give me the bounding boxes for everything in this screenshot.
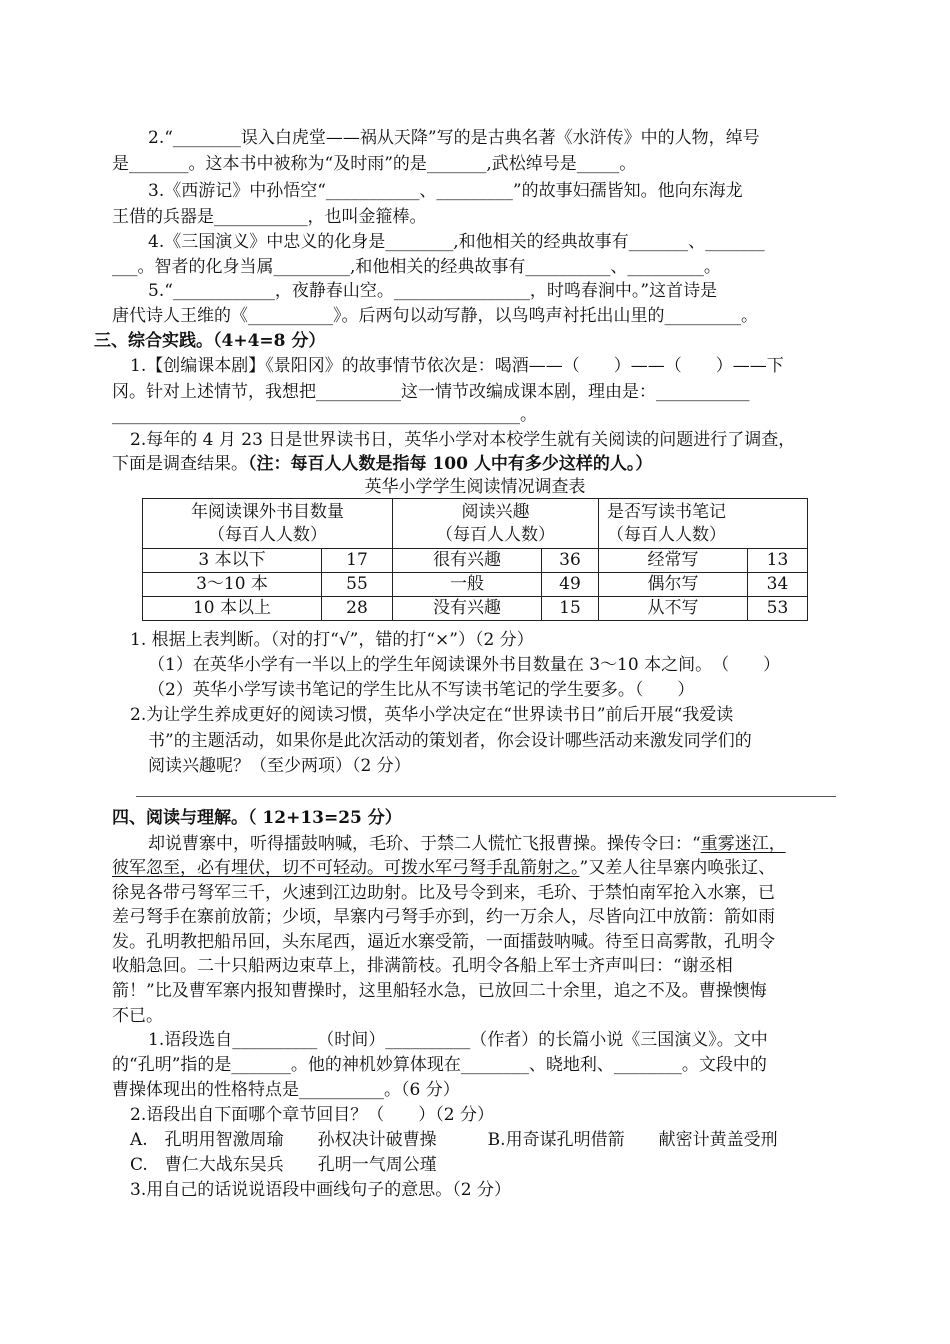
- passage-line: 徐晃各带弓弩军三千，火速到江边助射。比及号令到来，毛玠、于禁怕南军抢入水寨，已: [112, 883, 775, 903]
- table-header-row: [143, 499, 808, 549]
- header-book-count: 年阅读课外书目数量 （每百人人数）: [143, 499, 393, 549]
- table-row: 10 本以上 28 没有兴趣 15 从不写 53: [143, 597, 808, 621]
- header-interest: 阅读兴趣 （每百人人数）: [393, 499, 599, 549]
- fill-line-2: 是_______。这本书中被称为“及时雨”的是_______,武松绰号是_____。: [112, 154, 637, 174]
- passage-line: 发。孔明教把船吊回，头东尾西，逼近水寨受箭，一面擂鼓呐喊。待至日高雾散，孔明令: [112, 932, 775, 952]
- s4-q1-3: 曹操体现出的性格特点是__________。（6 分）: [112, 1080, 460, 1100]
- judge-title: 1. 根据上表判断。（对的打“√”，错的打“×”）（2 分）: [130, 630, 534, 650]
- fill-line-8: 唐代诗人王维的《__________》。后两句以动写静，以鸟鸣声衬托出山里的_________。: [112, 306, 758, 326]
- passage-line: 却说曹寨中，听得擂鼓呐喊，毛玠、于禁二人慌忙飞报曹操。操传令曰：“重雾迷江，: [148, 834, 786, 854]
- table-row: 3 本以下 17 很有兴趣 36 经常写 13: [143, 549, 808, 573]
- passage-line: 箭！”比及曹军寨内报知曹操时，这里船轻水急，已放回二十余里，追之不及。曹操懊悔: [112, 981, 767, 1001]
- judge-2: （2）英华小学写读书笔记的学生比从不写读书笔记的学生要多。（ ）: [148, 680, 695, 700]
- s3-note: （注：每百人人数是指每 100 人中有多少这样的人。）: [248, 454, 653, 474]
- s4-q1-1: 1.语段选自__________（时间）__________（作者）的长篇小说《三国演义》。文中: [148, 1030, 768, 1050]
- s3-q1-line1: 1.【创编课本剧】《景阳冈》的故事情节依次是：喝酒——（ ）——（ ）——下: [130, 356, 784, 376]
- plan-2: 书”的主题活动，如果你是此次活动的策划者，你会设计哪些活动来激发同学们的: [148, 731, 752, 751]
- s3-q2-line1: 2.每年的 4 月 23 日是世界读书日，英华小学对本校学生就有关阅读的问题进行了调查，: [130, 430, 796, 450]
- header-notes: 是否写读书笔记 （每百人人数）: [599, 499, 808, 549]
- section3-heading: 三、综合实践。（4+4=8 分）: [94, 331, 326, 351]
- s3-q1-line2: 冈。针对上述情节，我想把__________这一情节改编成课本剧，理由是：___________: [112, 382, 750, 402]
- answer-line: [136, 796, 836, 797]
- s4-q3: 3.用自己的话说说语段中画线句子的意思。（2 分）: [130, 1180, 511, 1200]
- passage-line: 差弓弩手在寨前放箭；少顷，旱寨内弓弩手亦到，约一万余人，尽皆向江中放箭：箭如雨: [112, 907, 775, 927]
- plan-1: 2.为让学生养成更好的阅读习惯，英华小学决定在“世界读书日”前后开展“我爱读: [130, 705, 734, 725]
- s4-q1-2: 的“孔明”指的是_______。他的神机妙算体现在________、晓地利、________。文段中的: [112, 1055, 767, 1075]
- passage-line: 彼军忽至，必有埋伏，切不可轻动。可拨水军弓弩手乱箭射之。”又差人往旱寨内唤张辽、: [112, 858, 776, 878]
- survey-table: [142, 498, 808, 621]
- fill-line-5: 4.《三国演义》中忠义的化身是________,和他相关的经典故事有_______、_______: [148, 232, 765, 252]
- fill-line-1: 2.“________误入白虎堂——祸从天降”写的是古典名著《水浒传》中的人物，绰号: [148, 128, 760, 148]
- s3-q1-line3: ________________________________________________。: [112, 405, 537, 425]
- option-a-b: A. 孔明用智激周瑜 孙权决计破曹操 B.用奇谋孔明借箭 献密计黄盖受刑: [130, 1130, 778, 1150]
- fill-line-7: 5.“____________，夜静春山空。________________，时鸣春涧中。”这首诗是: [148, 281, 718, 301]
- judge-1: （1）在英华小学有一半以上的学生年阅读课外书目数量在 3～10 本之间。 （ ）: [148, 655, 781, 675]
- fill-line-4: 王借的兵器是___________，也叫金箍棒。: [112, 207, 427, 227]
- passage-line: 不已。: [112, 1006, 163, 1026]
- s3-q2-line2: [112, 452, 652, 476]
- s3-q2-line2-text: 下面是调查结果。: [112, 454, 248, 474]
- table-title: 英华小学学生阅读情况调查表: [364, 477, 586, 497]
- table-row: 3～10 本 55 一般 49 偶尔写 34: [143, 573, 808, 597]
- option-c-d: C. 曹仁大战东吴兵 孔明一气周公瑾: [130, 1155, 437, 1175]
- fill-line-6: ___。智者的化身当属_________,和他相关的经典故事有__________、_________。: [112, 257, 721, 277]
- passage-line: 收船急回。二十只船两边束草上，排满箭枝。孔明令各船上军士齐声叫曰：“谢丞相: [112, 956, 733, 976]
- plan-3: 阅读兴趣呢？（至少两项）（2 分）: [148, 756, 411, 776]
- s4-q2: 2.语段出自下面哪个章节回目？（ ）（2 分）: [130, 1105, 494, 1125]
- fill-line-3: 3.《西游记》中孙悟空“___________、_________”的故事妇孺皆知。他向东海龙: [148, 181, 743, 201]
- section4-heading: 四、阅读与理解。（ 12+13=25 分）: [112, 808, 402, 828]
